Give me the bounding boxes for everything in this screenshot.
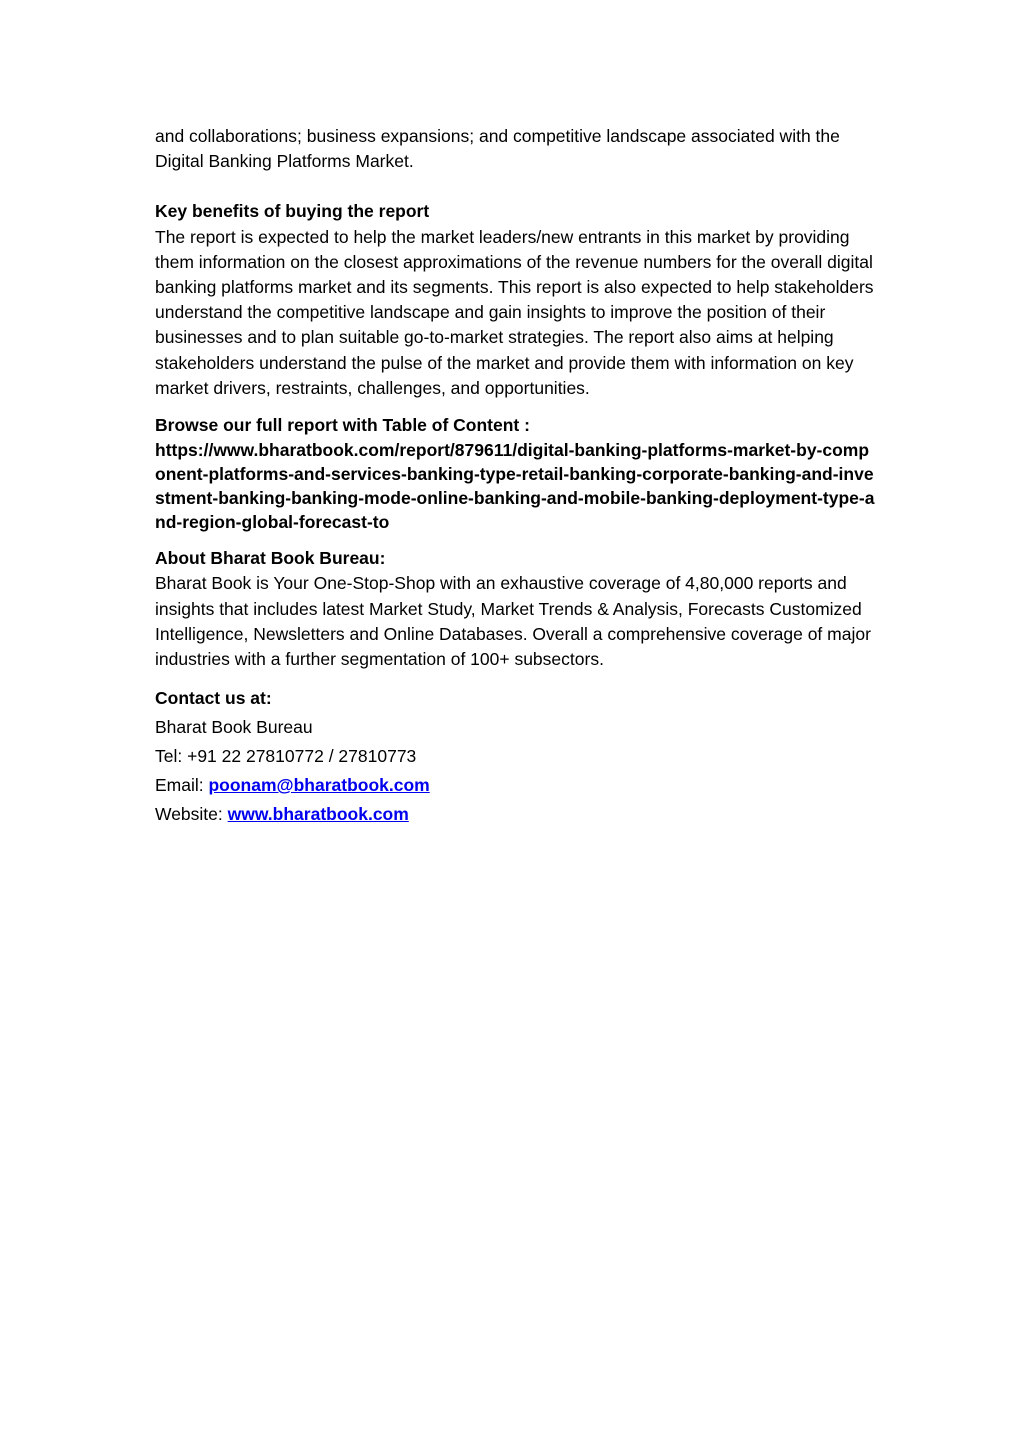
- benefits-paragraph: The report is expected to help the market leaders/new entrants in this market by providing them information on the closest approximations of the revenue numbers for the overall digital banking platforms market and its segments. This report is also expected to help stakeholders understand the competitive landscape and gain insights to improve the position of their businesses and to plan suitable go-to-market strategies. The report also aims at helping stakeholders understand the pulse of the market and provide them with information on key market drivers, restraints, challenges, and opportunities.: [155, 226, 874, 398]
- report-url[interactable]: https://www.bharatbook.com/report/879611/digital-banking-platforms-market-by-component-platforms-and-services-banking-type-retail-banking-corporate-banking-and-investment-banking-banking-mode-online-banking-and-mobile-banking-deployment-type-and-region-global-forecast-to: [155, 440, 875, 533]
- document-page: [155, 124, 875, 829]
- contact-email-line: [155, 771, 875, 800]
- benefits-heading: Key benefits of buying the report: [155, 201, 430, 222]
- contact-website-line: [155, 800, 875, 829]
- contact-tel: Tel: +91 22 27810772 / 27810773: [155, 746, 417, 767]
- website-label: Website:: [155, 804, 228, 825]
- browse-heading: Browse our full report with Table of Content :: [155, 415, 530, 436]
- email-link[interactable]: poonam@bharatbook.com: [208, 775, 430, 796]
- email-label: Email:: [155, 775, 209, 796]
- contact-heading: Contact us at:: [155, 688, 272, 709]
- website-link[interactable]: www.bharatbook.com: [227, 804, 409, 825]
- intro-paragraph: and collaborations; business expansions; and competitive landscape associated with the Digital Banking Platforms Market.: [155, 126, 840, 172]
- contact-company: Bharat Book Bureau: [155, 717, 313, 738]
- about-heading: About Bharat Book Bureau:: [155, 548, 386, 569]
- about-paragraph: Bharat Book is Your One-Stop-Shop with an exhaustive coverage of 4,80,000 reports and insights that includes latest Market Study, Market Trends & Analysis, Forecasts Customized Intelligence, Newsletters and Online Databases. Overall a comprehensive coverage of major industries with a further segmentation of 100+ subsectors.: [155, 573, 871, 670]
